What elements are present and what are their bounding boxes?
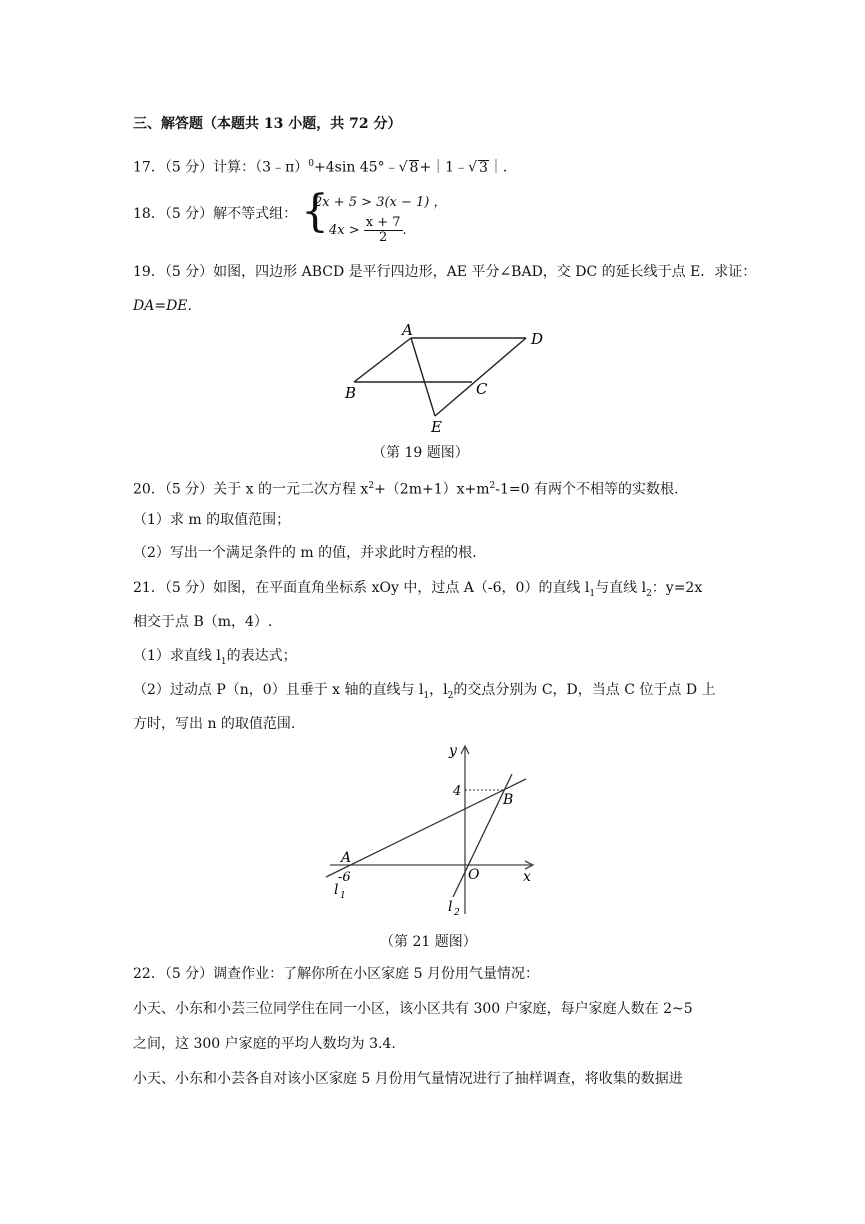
q21-sub2-a: （2）过动点 P（n，0）且垂于 x 轴的直线与 l: [133, 682, 424, 698]
q22-line3: 之间，这 300 户家庭的平均人数均为 3.4.: [133, 1036, 396, 1052]
q21-sub2: [133, 680, 716, 706]
q21-sub1-b: 的表达式；: [226, 648, 297, 664]
q21-sub2-index2: 2: [447, 690, 454, 701]
q21-sub2-b: ，l: [429, 682, 448, 698]
q18-ineq2-end: .: [402, 223, 407, 238]
q18-fraction: [364, 216, 403, 245]
section-title: 三、解答题（本题共 13 小题，共 72 分）: [133, 116, 402, 132]
q17-end: ｜.: [488, 159, 508, 176]
label-A: A: [402, 321, 413, 339]
label-neg6: -6: [338, 870, 351, 885]
q21-sub1-index: 1: [220, 656, 227, 667]
q17-prefix: 17．（5 分）计算：（3﹣π）: [133, 159, 309, 176]
edge-AB: [354, 338, 411, 382]
q20-text-b: +（2m+1）x+m: [374, 481, 490, 498]
coordinate-figure: [320, 742, 550, 922]
label-B: B: [345, 384, 357, 402]
q21-sub2: 2: [646, 588, 652, 599]
label-l1: l: [334, 882, 339, 898]
q21-line2: 相交于点 B（m，4）.: [133, 614, 273, 630]
q18-prefix: 18．（5 分）解不等式组：: [133, 206, 298, 222]
q20-sup1: 2: [368, 481, 375, 491]
line-AE: [411, 338, 435, 416]
q17-mid2: +｜1﹣: [419, 159, 469, 176]
q20-sub1: （1）求 m 的取值范围；: [133, 512, 291, 528]
sqrt-icon: √: [468, 159, 478, 176]
label-l1-sub: 1: [340, 891, 346, 901]
q18-fraction-num: x + 7: [365, 215, 401, 230]
q21-sub2-index1: 1: [423, 690, 430, 701]
q18-ineq2: [329, 216, 407, 245]
question-21-line1: [133, 578, 702, 604]
q19-line2: DA=DE.: [133, 298, 192, 314]
label-y: y: [449, 743, 457, 759]
q21-sub1: 1: [589, 588, 596, 599]
parallelogram-figure: [330, 320, 560, 435]
q21-sub1-a: （1）求直线 l: [133, 648, 221, 664]
question-17: [133, 154, 507, 178]
line-DE: [435, 338, 526, 416]
q20-sub2: （2）写出一个满足条件的 m 的值，并求此时方程的根.: [133, 545, 477, 561]
label-C: C: [476, 380, 488, 398]
label-l2: l: [448, 899, 453, 915]
figure-19-caption: （第 19 题图）: [372, 445, 469, 461]
q17-mid1: +4sin 45°﹣: [314, 159, 399, 176]
q20-text-c: -1=0 有两个不相等的实数根.: [495, 481, 679, 498]
q21-sub2-c: 的交点分别为 C，D，当点 C 位于点 D 上: [453, 682, 716, 698]
q17-sqrt8: 8: [409, 159, 419, 176]
figure-21-caption: （第 21 题图）: [380, 934, 477, 950]
sqrt-icon: √: [398, 159, 408, 176]
label-A: A: [341, 850, 352, 866]
label-B: B: [503, 792, 514, 808]
q18-fraction-den: 2: [379, 230, 388, 245]
q17-exponent: 0: [308, 159, 315, 169]
q21-sub2-line2: 方时，写出 n 的取值范围.: [133, 716, 296, 732]
q18-ineq1: 2x + 5 > 3(x − 1) ，: [314, 195, 447, 210]
q21-text-a: 21．（5 分）如图，在平面直角坐标系 xOy 中，过点 A（-6，0）的直线 l: [133, 580, 590, 596]
q20-text-a: 20．（5 分）关于 x 的一元二次方程 x: [133, 481, 369, 498]
q21-sub1: [133, 646, 297, 672]
brace-icon: {: [301, 186, 329, 237]
label-4: 4: [453, 784, 462, 799]
label-E: E: [431, 418, 442, 435]
q17-sqrt3: 3: [479, 159, 488, 176]
question-20: [133, 476, 678, 500]
q21-text-b: 与直线 l: [595, 580, 647, 596]
q19-line1: 19．（5 分）如图，四边形 ABCD 是平行四边形，AE 平分∠BAD，交 DC 的延长线于点 E．求证：: [133, 264, 757, 280]
label-x: x: [523, 869, 531, 885]
label-D: D: [531, 330, 544, 348]
label-l2-sub: 2: [454, 908, 460, 918]
q22-line1: 22．（5 分）调查作业：了解你所在小区家庭 5 月份用气量情况：: [133, 966, 539, 982]
q20-sup2: 2: [489, 481, 496, 491]
q22-line2: 小天、小东和小芸三位同学住在同一小区，该小区共有 300 户家庭，每户家庭人数在 2~5: [133, 1001, 693, 1017]
label-O: O: [468, 867, 480, 883]
line-l1: [326, 779, 526, 877]
q18-ineq2-left: 4x >: [329, 223, 360, 238]
q21-text-c: ：y=2x: [651, 580, 703, 596]
q22-line4: 小天、小东和小芸各自对该小区家庭 5 月份用气量情况进行了抽样调查，将收集的数据进: [133, 1071, 683, 1087]
